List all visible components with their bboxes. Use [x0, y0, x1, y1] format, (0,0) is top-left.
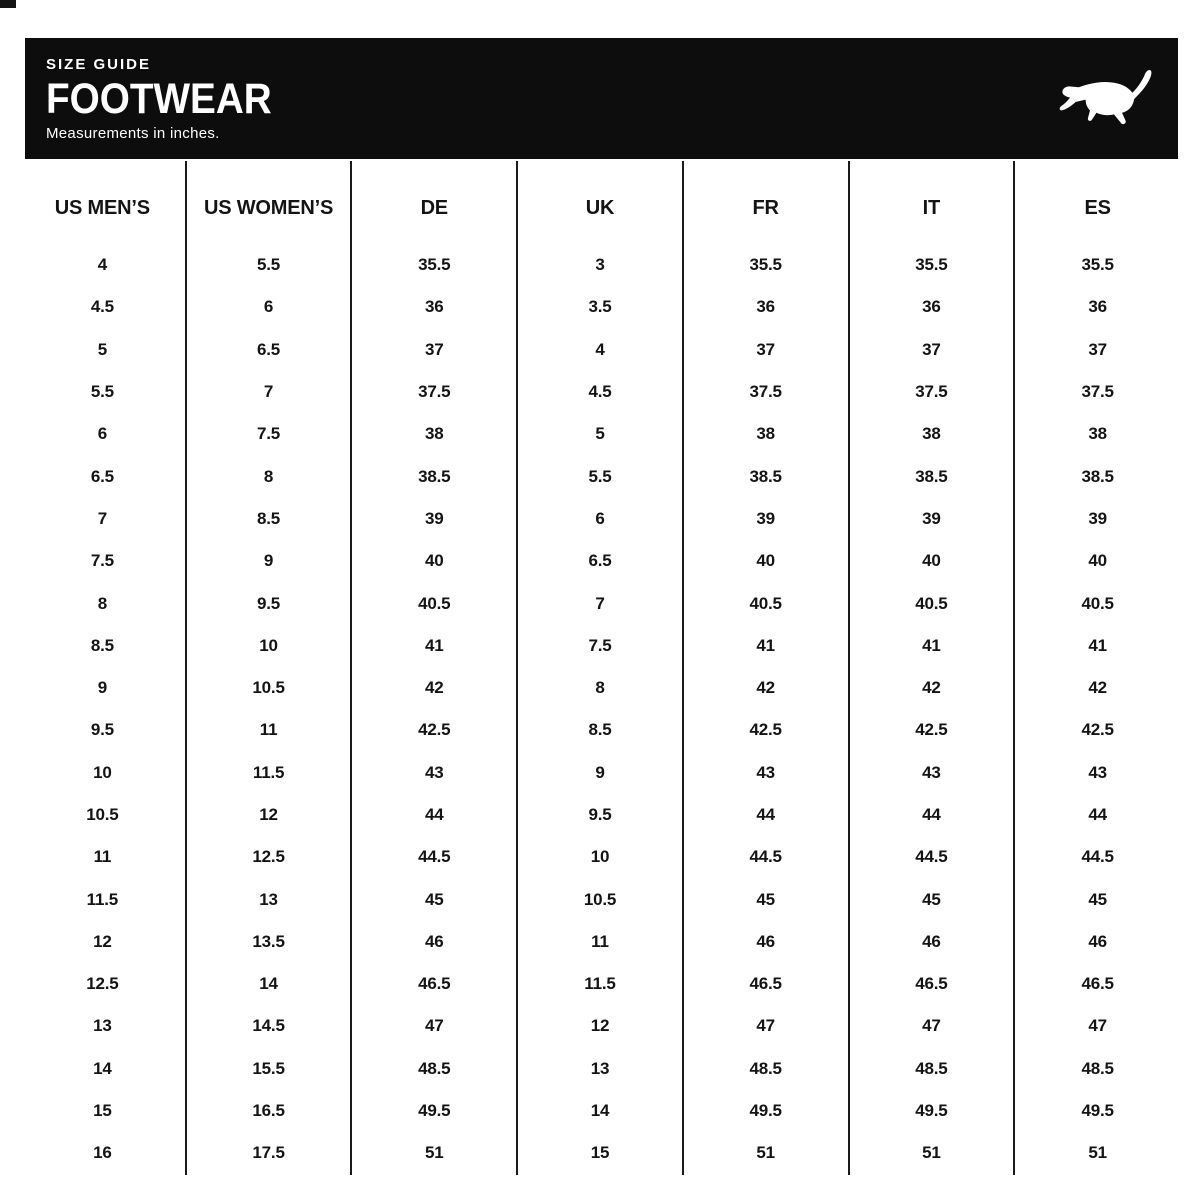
- size-cell: 5.5: [517, 455, 683, 497]
- size-cell: 35.5: [683, 244, 849, 286]
- size-cell: 44: [1088, 805, 1107, 824]
- size-cell: 9.5: [186, 582, 352, 624]
- table-row: [20, 1005, 1180, 1047]
- size-cell: 41: [683, 625, 849, 667]
- size-cell: 40.5: [683, 582, 849, 624]
- size-cell: 10.5: [20, 794, 186, 836]
- size-cell: 4.5: [20, 286, 186, 328]
- size-cell: 40: [1088, 551, 1107, 571]
- column-header: IT: [849, 161, 1015, 244]
- size-cell: 6: [186, 286, 352, 328]
- size-cell: 47: [351, 1005, 517, 1047]
- size-cell: 9: [186, 540, 352, 582]
- size-cell: 49.5: [351, 1090, 517, 1132]
- table-row: [20, 582, 1180, 624]
- size-cell: 37.5: [351, 371, 517, 413]
- size-cell: 42: [683, 667, 849, 709]
- size-table: [20, 161, 1180, 1175]
- size-cell: 48.5: [351, 1048, 517, 1090]
- size-cell: 47: [683, 1005, 849, 1047]
- size-cell: 46.5: [683, 963, 849, 1005]
- size-cell: 51: [1088, 1143, 1107, 1163]
- size-cell: 13: [186, 878, 352, 920]
- size-cell: 14: [517, 1090, 683, 1132]
- size-cell: 15: [20, 1090, 186, 1132]
- size-cell: 48.5: [683, 1048, 849, 1090]
- size-cell: 38: [351, 413, 517, 455]
- size-cell: 42: [1088, 678, 1107, 698]
- size-cell: 46: [849, 921, 1015, 963]
- table-row: [20, 794, 1180, 836]
- size-cell: 44.5: [351, 836, 517, 878]
- header-banner: [25, 38, 1178, 159]
- size-cell: 49.5: [1081, 1101, 1114, 1121]
- size-cell: 3.5: [517, 286, 683, 328]
- size-cell: 39: [1088, 508, 1107, 528]
- size-cell: 16: [20, 1132, 186, 1174]
- size-cell: 41: [1088, 635, 1107, 655]
- size-cell: 11: [186, 709, 352, 751]
- size-cell: 10.5: [186, 667, 352, 709]
- size-cell: 16.5: [186, 1090, 352, 1132]
- size-cell: 6: [517, 498, 683, 540]
- puma-logo-icon: [1058, 60, 1154, 132]
- table-row: [20, 371, 1180, 413]
- page-title: FOOTWEAR: [46, 74, 272, 123]
- size-cell: 36: [1088, 297, 1107, 317]
- size-cell: 43: [849, 752, 1015, 794]
- table-row: [20, 878, 1180, 920]
- size-cell: 4: [517, 329, 683, 371]
- size-cell: 42: [351, 667, 517, 709]
- size-cell: 38.5: [849, 455, 1015, 497]
- size-cell: 44.5: [683, 836, 849, 878]
- size-cell: 41: [849, 625, 1015, 667]
- column-header: DE: [351, 161, 517, 244]
- size-cell: 45: [1088, 889, 1107, 909]
- size-cell: 13: [20, 1005, 186, 1047]
- size-cell: 40.5: [849, 582, 1015, 624]
- size-cell: 7: [20, 498, 186, 540]
- size-cell: 6.5: [517, 540, 683, 582]
- size-cell: 15.5: [186, 1048, 352, 1090]
- size-cell: 11.5: [20, 878, 186, 920]
- table-row: [20, 540, 1180, 582]
- size-cell: 36: [849, 286, 1015, 328]
- size-cell: 9: [20, 667, 186, 709]
- table-row: [20, 921, 1180, 963]
- column-header: ES: [1084, 197, 1111, 219]
- size-cell: 5.5: [20, 371, 186, 413]
- size-cell: 51: [683, 1132, 849, 1174]
- size-cell: 8: [20, 582, 186, 624]
- size-cell: 42: [849, 667, 1015, 709]
- column-header: US WOMEN’S: [186, 161, 352, 244]
- size-cell: 39: [351, 498, 517, 540]
- size-cell: 48.5: [849, 1048, 1015, 1090]
- size-cell: 43: [1088, 762, 1107, 782]
- size-cell: 49.5: [683, 1090, 849, 1132]
- size-cell: 7.5: [20, 540, 186, 582]
- measurement-note: Measurements in inches.: [46, 124, 220, 142]
- size-cell: 11: [517, 921, 683, 963]
- size-cell: 14.5: [186, 1005, 352, 1047]
- size-guide-label: SIZE GUIDE: [46, 55, 152, 73]
- size-cell: 11.5: [186, 752, 352, 794]
- size-cell: 37: [683, 329, 849, 371]
- column-header: UK: [517, 161, 683, 244]
- size-cell: 12: [186, 794, 352, 836]
- table-row: [20, 455, 1180, 497]
- size-cell: 49.5: [849, 1090, 1015, 1132]
- size-cell: 38.5: [1081, 466, 1114, 486]
- size-cell: 45: [351, 878, 517, 920]
- size-cell: 46.5: [1081, 974, 1114, 994]
- size-cell: 8.5: [20, 625, 186, 667]
- size-cell: 44.5: [849, 836, 1015, 878]
- size-cell: 12: [517, 1005, 683, 1047]
- size-cell: 43: [351, 752, 517, 794]
- size-cell: 37: [351, 329, 517, 371]
- size-table-head: [20, 161, 1180, 244]
- size-cell: 7: [186, 371, 352, 413]
- size-cell: 12: [20, 921, 186, 963]
- size-cell: 46: [1088, 931, 1107, 951]
- size-cell: 37.5: [849, 371, 1015, 413]
- size-cell: 42.5: [683, 709, 849, 751]
- size-cell: 45: [849, 878, 1015, 920]
- header-text-block: [46, 57, 297, 141]
- table-row: [20, 286, 1180, 328]
- size-cell: 39: [683, 498, 849, 540]
- size-cell: 8: [517, 667, 683, 709]
- size-cell: 7.5: [517, 625, 683, 667]
- table-row: [20, 836, 1180, 878]
- table-row: [20, 498, 1180, 540]
- size-cell: 40: [683, 540, 849, 582]
- size-cell: 6: [20, 413, 186, 455]
- size-cell: 51: [849, 1132, 1015, 1174]
- size-cell: 5.5: [186, 244, 352, 286]
- size-cell: 37.5: [683, 371, 849, 413]
- size-cell: 9.5: [20, 709, 186, 751]
- size-cell: 46: [351, 921, 517, 963]
- column-header: FR: [683, 161, 849, 244]
- size-cell: 38.5: [683, 455, 849, 497]
- size-cell: 46: [683, 921, 849, 963]
- size-cell: 10: [20, 752, 186, 794]
- size-cell: 51: [351, 1132, 517, 1174]
- size-cell: 36: [683, 286, 849, 328]
- size-cell: 39: [849, 498, 1015, 540]
- size-cell: 44: [351, 794, 517, 836]
- size-cell: 46.5: [849, 963, 1015, 1005]
- size-cell: 6.5: [186, 329, 352, 371]
- column-header: US MEN’S: [20, 161, 186, 244]
- size-cell: 47: [1088, 1016, 1107, 1036]
- size-cell: 48.5: [1081, 1058, 1114, 1078]
- size-cell: 12.5: [20, 963, 186, 1005]
- size-cell: 42.5: [351, 709, 517, 751]
- table-row: [20, 625, 1180, 667]
- size-cell: 44: [849, 794, 1015, 836]
- size-cell: 3: [517, 244, 683, 286]
- size-table-header-row: [20, 161, 1180, 244]
- table-row: [20, 709, 1180, 751]
- table-row: [20, 752, 1180, 794]
- table-row: [20, 667, 1180, 709]
- size-cell: 36: [351, 286, 517, 328]
- size-cell: 10: [186, 625, 352, 667]
- size-cell: 8: [186, 455, 352, 497]
- table-row: [20, 963, 1180, 1005]
- size-cell: 5: [20, 329, 186, 371]
- size-cell: 8.5: [517, 709, 683, 751]
- table-row: [20, 1090, 1180, 1132]
- size-cell: 47: [849, 1005, 1015, 1047]
- size-cell: 7: [517, 582, 683, 624]
- size-cell: 38: [1088, 424, 1107, 444]
- size-cell: 9.5: [517, 794, 683, 836]
- size-cell: 40.5: [351, 582, 517, 624]
- size-cell: 42.5: [1081, 720, 1114, 740]
- size-cell: 35.5: [1081, 255, 1114, 275]
- table-row: [20, 329, 1180, 371]
- size-cell: 45: [683, 878, 849, 920]
- size-cell: 38: [683, 413, 849, 455]
- size-cell: 40: [849, 540, 1015, 582]
- size-cell: 15: [517, 1132, 683, 1174]
- size-cell: 10: [517, 836, 683, 878]
- table-row: [20, 1132, 1180, 1174]
- size-cell: 14: [20, 1048, 186, 1090]
- size-cell: 4: [20, 244, 186, 286]
- size-cell: 37.5: [1081, 382, 1114, 402]
- size-cell: 13: [517, 1048, 683, 1090]
- size-cell: 41: [351, 625, 517, 667]
- size-cell: 4.5: [517, 371, 683, 413]
- size-cell: 6.5: [20, 455, 186, 497]
- size-cell: 40: [351, 540, 517, 582]
- table-row: [20, 413, 1180, 455]
- size-cell: 17.5: [186, 1132, 352, 1174]
- size-cell: 37: [1088, 339, 1107, 359]
- size-cell: 44: [683, 794, 849, 836]
- size-cell: 35.5: [351, 244, 517, 286]
- corner-artifact: [0, 0, 16, 8]
- size-cell: 9: [517, 752, 683, 794]
- size-cell: 38: [849, 413, 1015, 455]
- size-cell: 13.5: [186, 921, 352, 963]
- table-row: [20, 244, 1180, 286]
- size-cell: 7.5: [186, 413, 352, 455]
- size-table-body: [20, 244, 1180, 1175]
- size-cell: 5: [517, 413, 683, 455]
- size-cell: 37: [849, 329, 1015, 371]
- table-row: [20, 1048, 1180, 1090]
- size-cell: 44.5: [1081, 847, 1114, 867]
- size-cell: 38.5: [351, 455, 517, 497]
- size-cell: 8.5: [186, 498, 352, 540]
- size-cell: 35.5: [849, 244, 1015, 286]
- size-cell: 42.5: [849, 709, 1015, 751]
- size-cell: 12.5: [186, 836, 352, 878]
- size-cell: 14: [186, 963, 352, 1005]
- size-cell: 46.5: [351, 963, 517, 1005]
- size-cell: 40.5: [1081, 593, 1114, 613]
- size-cell: 43: [683, 752, 849, 794]
- size-cell: 10.5: [517, 878, 683, 920]
- size-cell: 11.5: [517, 963, 683, 1005]
- size-cell: 11: [20, 836, 186, 878]
